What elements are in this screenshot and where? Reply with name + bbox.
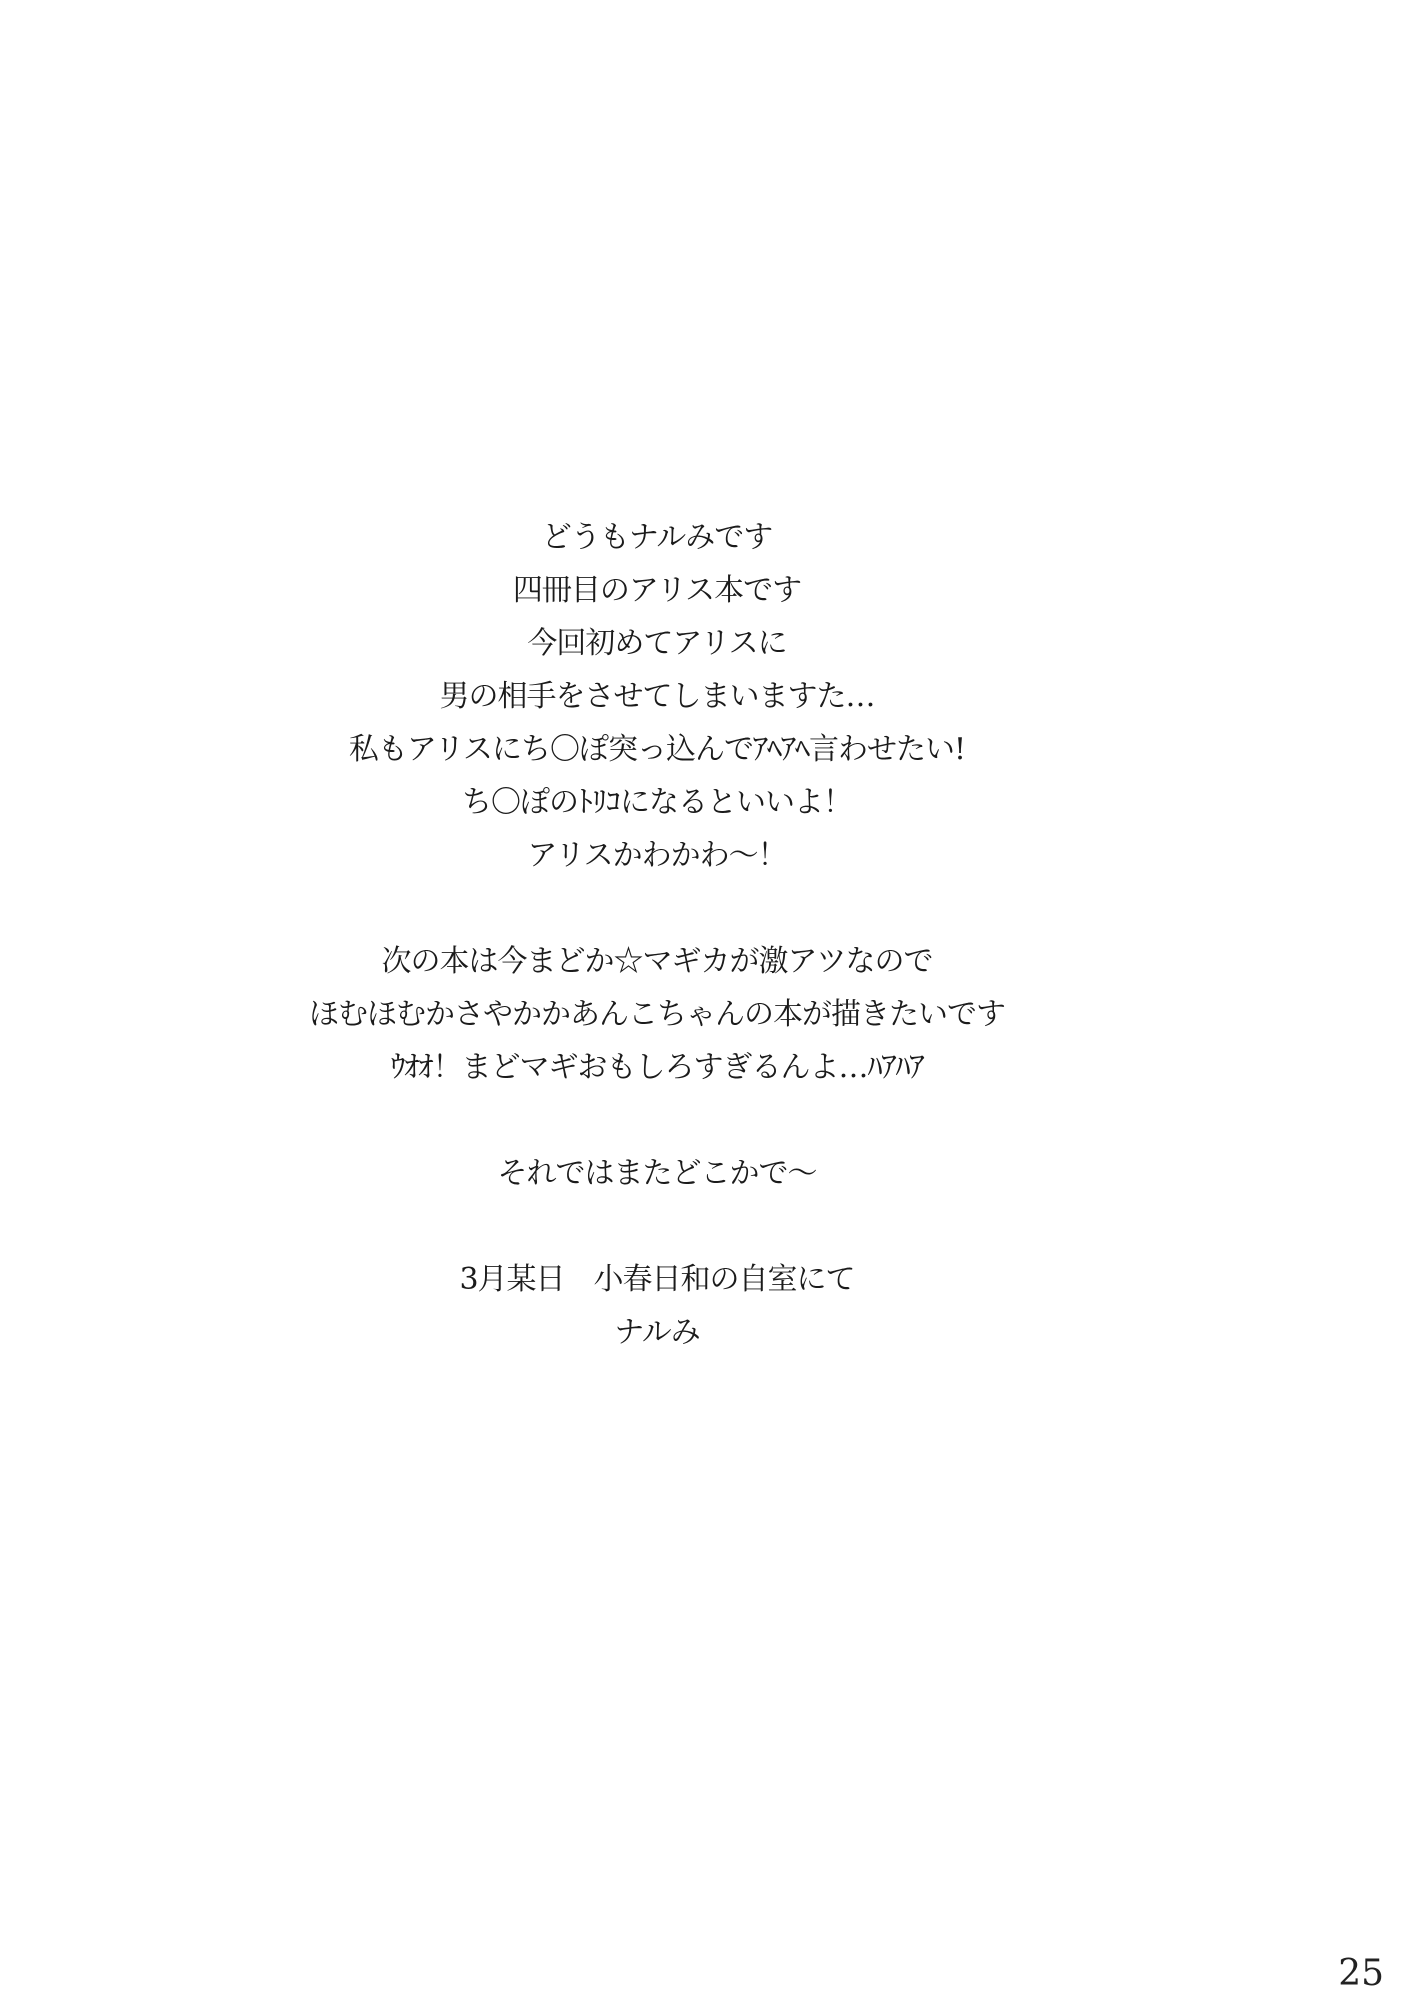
afterword-line: 男の相手をさせてしまいますた… xyxy=(439,679,875,714)
afterword-line: どうもナルみです xyxy=(541,520,773,555)
afterword-signature xyxy=(0,1253,1314,1359)
afterword-paragraph-2 xyxy=(0,935,1314,1094)
afterword-text-block xyxy=(0,511,1314,1359)
afterword-line: 次の本は今まどか☆マギカが激アツなので xyxy=(381,944,933,979)
afterword-line: それではまたどこかで～ xyxy=(497,1156,817,1191)
afterword-line: ほむほむかさやかかあんこちゃんの本が描きたいです xyxy=(309,997,1005,1032)
afterword-line: ち〇ぽのﾄﾘｺになるといいよ！ xyxy=(462,785,852,820)
signature-date-line: 3月某日 小春日和の自室にて xyxy=(459,1262,855,1297)
afterword-line: 今回初めてアリスに xyxy=(527,626,787,661)
afterword-paragraph-1 xyxy=(0,511,1314,882)
afterword-line: ｳｵｵ！まどマギおもしろすぎるんよ…ﾊｱﾊｱ xyxy=(390,1050,924,1085)
afterword-line: 私もアリスにち〇ぽ突っ込んでｱﾍｱﾍ言わせたい! xyxy=(348,732,966,767)
signature-author-name: ナルみ xyxy=(614,1315,700,1350)
page-number: 25 xyxy=(1338,1953,1384,1994)
afterword-line: 四冊目のアリス本です xyxy=(512,573,802,608)
afterword-closing xyxy=(0,1147,1314,1200)
afterword-line: アリスかわかわ～！ xyxy=(527,838,787,873)
